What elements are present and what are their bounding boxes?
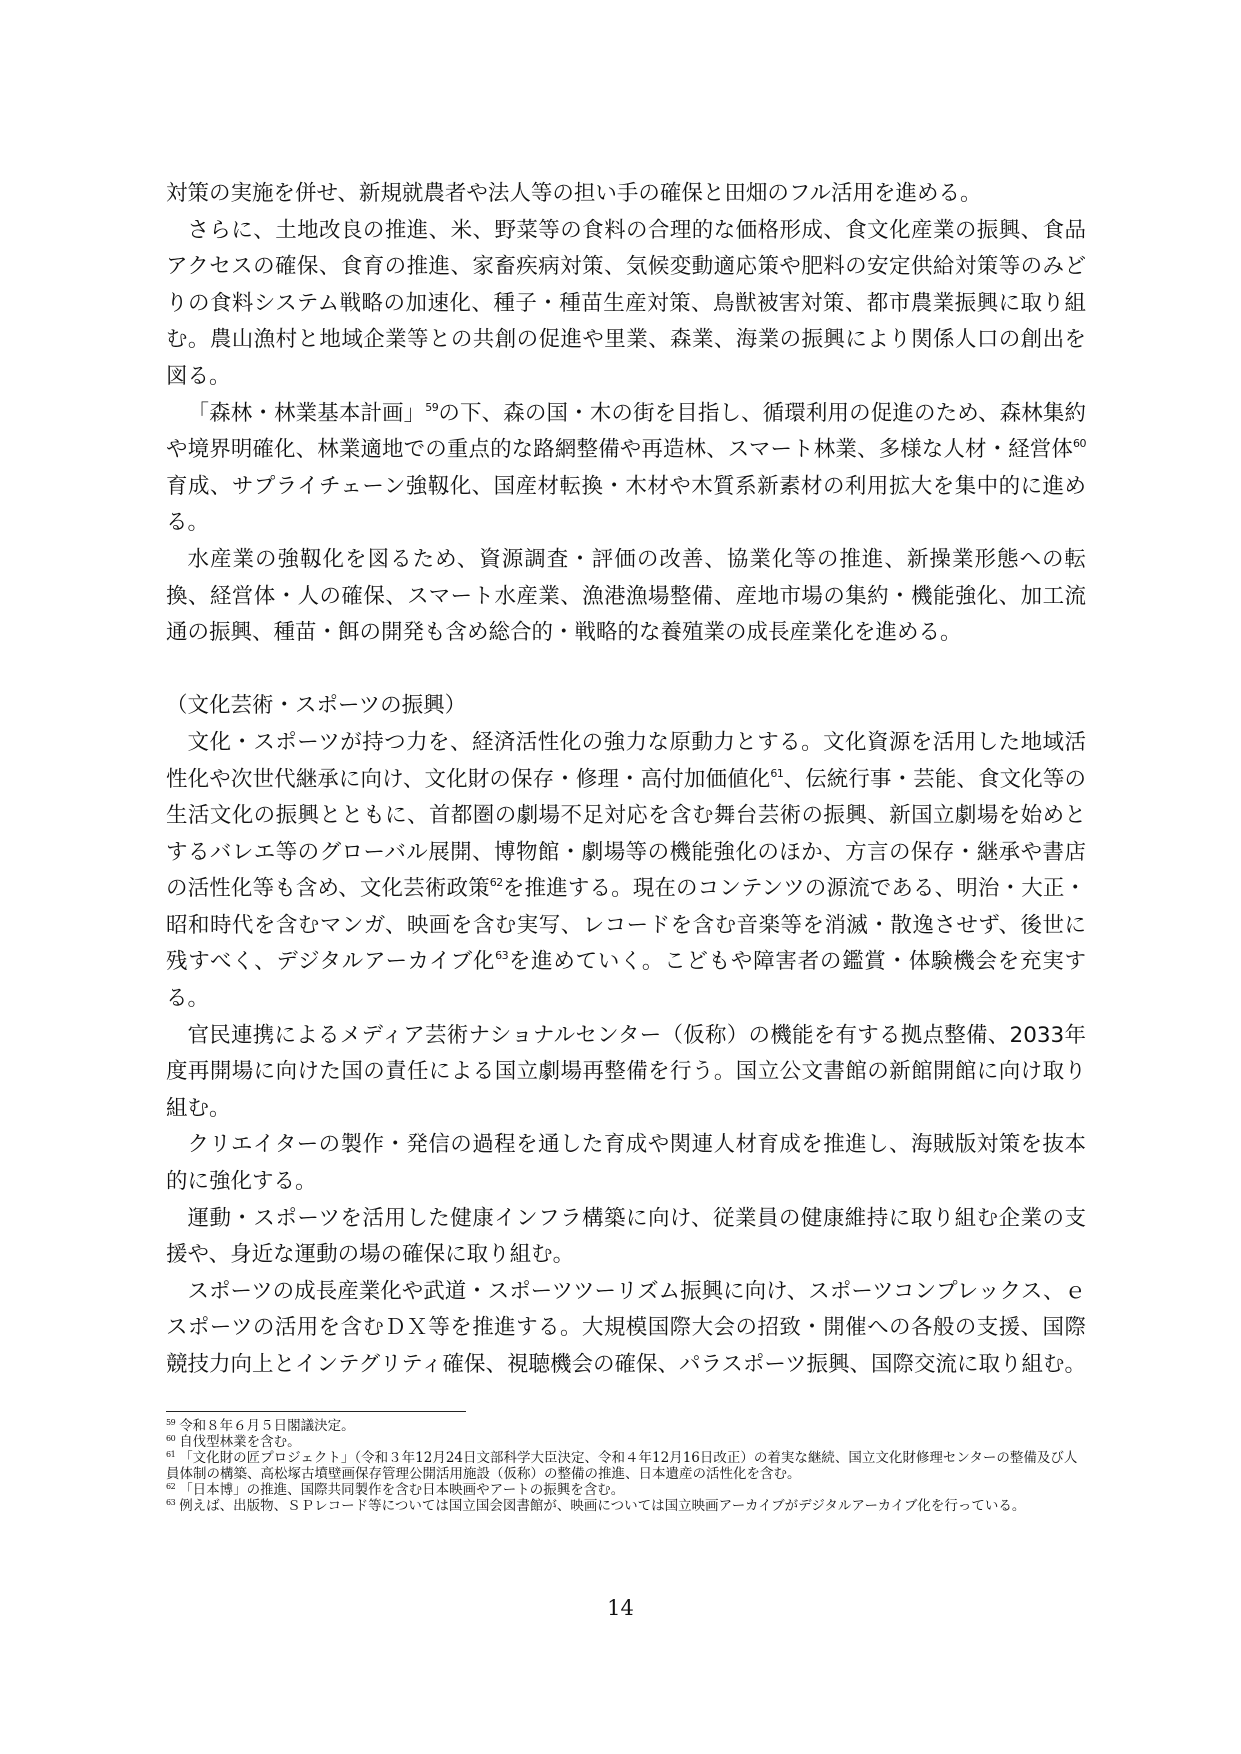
footnote-61 (166, 1450, 1086, 1482)
text-run: の下、森の国・木の街を目指し、循環利用の促進のため、森林集約や境界明確化、林業適地での重点的な路網整備や再造林、スマート林業、多様な人材・経営体 (166, 400, 1086, 463)
footnotes (166, 1418, 1086, 1514)
footnote-text: 「文化財の匠プロジェクト」（令和３年12月24日文部科学大臣決定、令和４年12月16日改正）の着実な継続、国立文化財修理センターの整備及び人員体制の構築、高松塚古墳壁画保存管理公開活用施設（仮称）の整備の推進、日本遺産の活性化を含む。 (166, 1450, 1078, 1482)
paragraph (166, 542, 1086, 652)
footnote-separator (166, 1411, 466, 1412)
footnote-number: 59 (166, 1418, 176, 1427)
section-heading (166, 688, 1086, 725)
text-run: 、伝統行事・芸能、食文化等の生活文化の振興とともに、首都圏の劇場不足対応を含む舞台芸術の振興、新国立劇場を始めとするバレエ等のグローバル展開、博物館・劇場等の機能強化のほか、方言の保存・継承や書店の活性化等も含め、文化芸術政策 (166, 766, 1086, 902)
footnote-reference[interactable]: 60 (1073, 437, 1086, 451)
footnote-reference[interactable]: 63 (495, 949, 509, 963)
paragraph (166, 725, 1086, 1018)
paragraph (166, 396, 1086, 542)
footnote-62 (166, 1482, 1086, 1498)
text-run: スポーツの成長産業化や武道・スポーツツーリズム振興に向け、スポーツコンプレックス、ｅスポーツの活用を含むＤＸ等を推進する。大規模国際大会の招致・開催への各般の支援、国際競技力向上とインテグリティ確保、視聴機会の確保、パラスポーツ振興、国際交流に取り組む。 (166, 1278, 1086, 1377)
footnote-text: 例えば、出版物、ＳＰレコード等については国立国会図書館が、映画については国立映画アーカイブがデジタルアーカイブ化を行っている。 (179, 1498, 1026, 1514)
footnote-number: 60 (166, 1434, 176, 1443)
text-run: を推進する。現在のコンテンツの源流である、明治・大正・昭和時代を含むマンガ、映画を含む実写、レコードを含む音楽等を消滅・散逸させず、後世に残すべく、デジタルアーカイブ化 (166, 876, 1086, 975)
page-number: 14 (607, 1596, 634, 1620)
body-text (166, 176, 1086, 1384)
footnote-text: 「日本博」の推進、国際共同製作を含む日本映画やアートの振興を含む。 (179, 1482, 625, 1498)
text-run: クリエイターの製作・発信の過程を通した育成や関連人材育成を推進し、海賊版対策を抜本的に強化する。 (166, 1132, 1086, 1195)
text-run: 「森林・林業基本計画」 (187, 400, 426, 426)
paragraph (166, 1274, 1086, 1384)
text-run: を進めていく。こどもや障害者の鑑賞・体験機会を充実する。 (166, 949, 1086, 1012)
paragraph (166, 1127, 1086, 1200)
footnote-number: 63 (166, 1498, 176, 1507)
text-run: 文化・スポーツが持つ力を、経済活性化の強力な原動力とする。文化資源を活用した地域活性化や次世代継承に向け、文化財の保存・修理・高付加価値化 (166, 729, 1086, 792)
text-run: （文化芸術・スポーツの振興） (166, 693, 467, 719)
text-run: 育成、サプライチェーン強靱化、国産材転換・木材や木質系新素材の利用拡大を集中的に進める。 (166, 473, 1086, 536)
footnote-59 (166, 1418, 1086, 1434)
footnote-text: 自伐型林業を含む。 (179, 1434, 301, 1450)
text-run: 官民連携によるメディア芸術ナショナルセンター（仮称）の機能を有する拠点整備、2033年度再開場に向けた国の責任による国立劇場再整備を行う。国立公文書館の新館開館に向け取り組む。 (166, 1022, 1086, 1121)
text-run: 対策の実施を併せ、新規就農者や法人等の担い手の確保と田畑のフル活用を進める。 (166, 181, 982, 206)
footnote-reference[interactable]: 59 (425, 400, 439, 414)
text-run: 水産業の強靱化を図るため、資源調査・評価の改善、協業化等の推進、新操業形態への転換、経営体・人の確保、スマート水産業、漁港漁場整備、産地市場の集約・機能強化、加工流通の振興、種苗・餌の開発も含め総合的・戦略的な養殖業の成長産業化を進める。 (166, 546, 1086, 646)
footnote-reference[interactable]: 61 (770, 766, 784, 780)
footnote-60 (166, 1434, 1086, 1450)
footnote-63 (166, 1498, 1086, 1514)
paragraph (166, 213, 1086, 396)
text-run: さらに、土地改良の推進、米、野菜等の食料の合理的な価格形成、食文化産業の振興、食品アクセスの確保、食育の推進、家畜疾病対策、気候変動適応策や肥料の安定供給対策等のみどりの食料システム戦略の加速化、種子・種苗生産対策、鳥獣被害対策、都市農業振興に取り組む。農山漁村と地域企業等との共創の促進や里業、森業、海業の振興により関係人口の創出を図る。 (166, 217, 1086, 389)
text-run: 運動・スポーツを活用した健康インフラ構築に向け、従業員の健康維持に取り組む企業の支援や、身近な運動の場の確保に取り組む。 (166, 1205, 1086, 1268)
paragraph (166, 176, 1086, 213)
paragraph (166, 1018, 1086, 1128)
footnote-reference[interactable]: 62 (489, 876, 503, 890)
footnote-text: 令和８年６月５日閣議決定。 (179, 1418, 355, 1434)
paragraph (166, 1201, 1086, 1274)
footnote-number: 61 (166, 1450, 176, 1459)
footnote-number: 62 (166, 1482, 176, 1491)
